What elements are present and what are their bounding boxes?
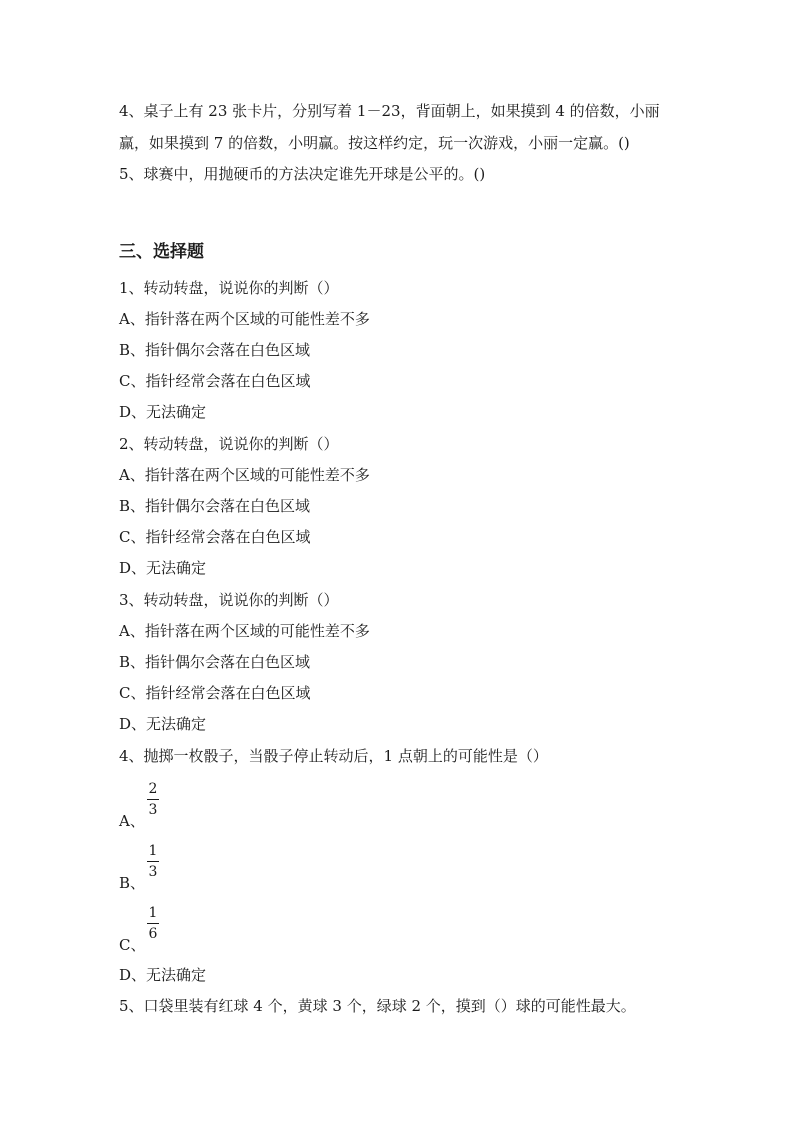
- fraction-denominator: 3: [148, 802, 158, 818]
- section-title-choice: 三、选择题: [119, 242, 204, 262]
- fraction-numerator: 1: [148, 905, 158, 921]
- choice-q2-stem: 2、转动转盘，说说你的判断（）: [119, 435, 339, 453]
- judgement-q4-line1: 4、桌子上有 23 张卡片，分别写着 1－23，背面朝上，如果摸到 4 的倍数，小丽: [119, 102, 660, 120]
- fraction-bar: [147, 799, 159, 800]
- fraction-denominator: 6: [148, 926, 158, 942]
- choice-q1-option-a: A、指针落在两个区域的可能性差不多: [119, 310, 370, 328]
- fraction: [147, 905, 159, 942]
- choice-q1-option-b: B、指针偶尔会落在白色区域: [119, 341, 311, 359]
- choice-q2-option-d: D、无法确定: [119, 559, 207, 577]
- option-label: A、: [119, 812, 145, 830]
- choice-q4-option-c: [119, 905, 319, 955]
- choice-q1-option-c: C、指针经常会落在白色区域: [119, 372, 311, 390]
- choice-q3-option-b: B、指针偶尔会落在白色区域: [119, 653, 311, 671]
- option-label: C、: [119, 936, 146, 954]
- choice-q2-option-b: B、指针偶尔会落在白色区域: [119, 497, 311, 515]
- judgement-q5: 5、球赛中，用抛硬币的方法决定谁先开球是公平的。(): [119, 165, 486, 183]
- choice-q2-option-c: C、指针经常会落在白色区域: [119, 528, 311, 546]
- fraction: [147, 843, 159, 880]
- choice-q3-option-a: A、指针落在两个区域的可能性差不多: [119, 622, 370, 640]
- fraction-bar: [147, 861, 159, 862]
- fraction-denominator: 3: [148, 864, 158, 880]
- choice-q5-stem: 5、口袋里装有红球 4 个，黄球 3 个，绿球 2 个，摸到（）球的可能性最大。: [119, 997, 636, 1015]
- choice-q3-stem: 3、转动转盘，说说你的判断（）: [119, 591, 339, 609]
- choice-q3-option-c: C、指针经常会落在白色区域: [119, 684, 311, 702]
- choice-q1-stem: 1、转动转盘，说说你的判断（）: [119, 279, 339, 297]
- choice-q2-option-a: A、指针落在两个区域的可能性差不多: [119, 466, 370, 484]
- option-label: B、: [119, 874, 146, 892]
- fraction-numerator: 2: [148, 781, 158, 797]
- choice-q4-option-a: [119, 781, 319, 831]
- choice-q3-option-d: D、无法确定: [119, 715, 207, 733]
- judgement-q4-line2: 赢，如果摸到 7 的倍数，小明赢。按这样约定，玩一次游戏，小丽一定赢。(): [119, 134, 630, 152]
- choice-q1-option-d: D、无法确定: [119, 403, 207, 421]
- fraction: [147, 781, 159, 818]
- fraction-bar: [147, 923, 159, 924]
- choice-q4-stem: 4、抛掷一枚骰子，当骰子停止转动后，1 点朝上的可能性是（）: [119, 747, 548, 765]
- choice-q4-option-d: D、无法确定: [119, 966, 207, 984]
- choice-q4-option-b: [119, 843, 319, 893]
- fraction-numerator: 1: [148, 843, 158, 859]
